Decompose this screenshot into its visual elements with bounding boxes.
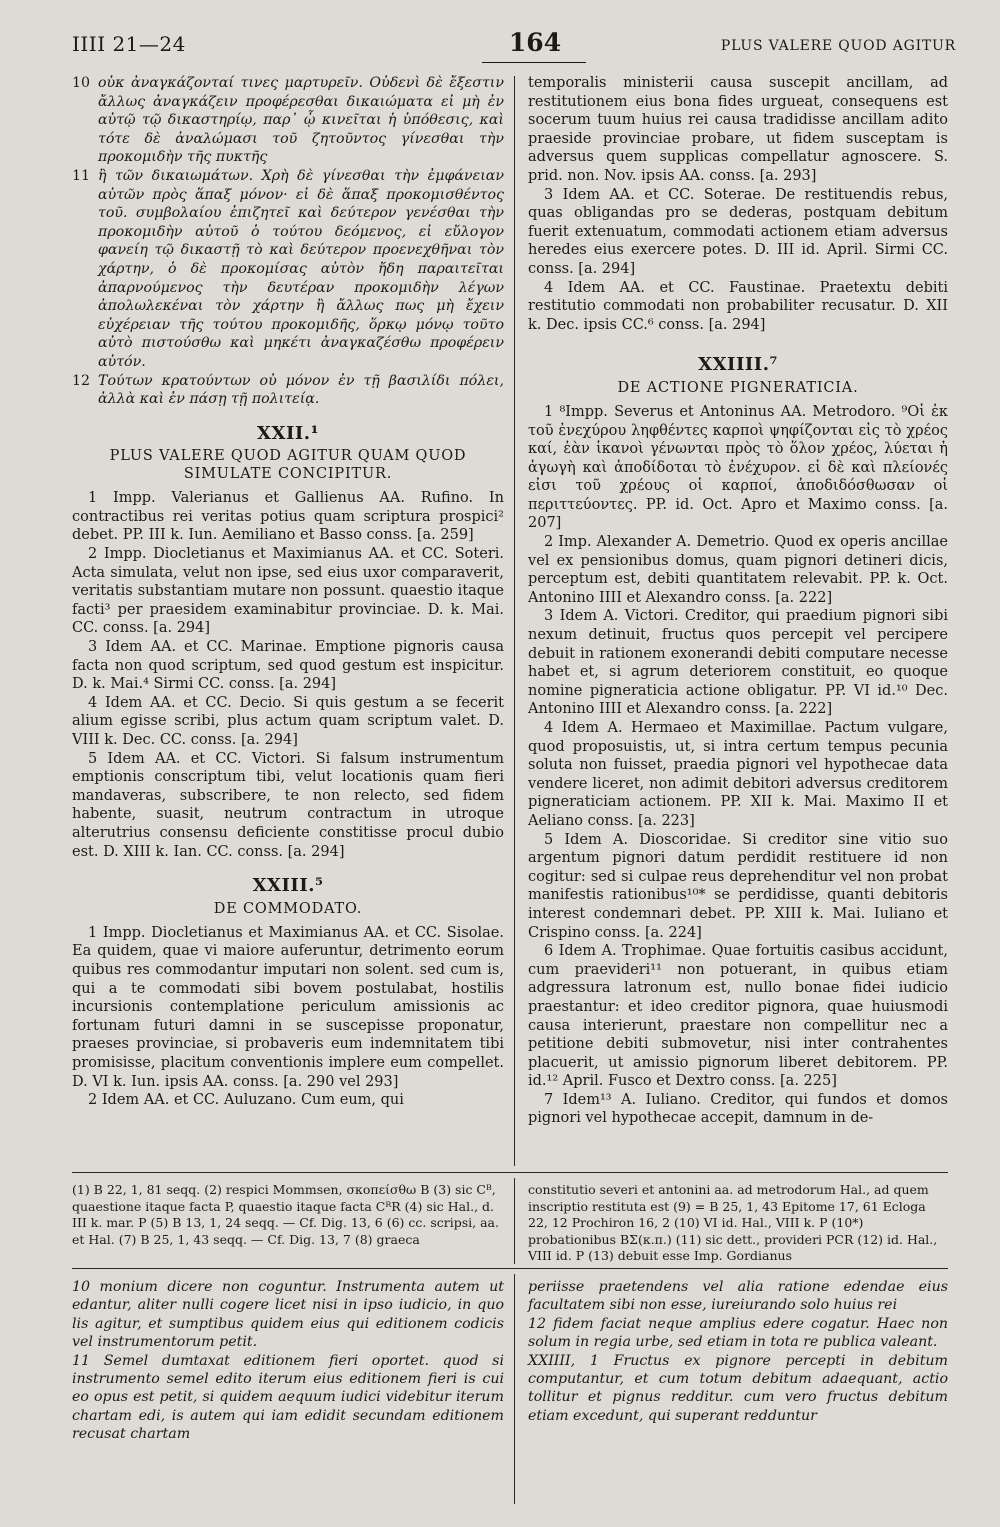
paragraph: 3 Idem AA. et CC. Marinae. Emptione pignoris causa facta non quod scriptum, sed quod gestum est inspicitur. D. k. Mai.⁴ Sirmi CC. conss. [a. 294] [72,639,504,693]
paragraph: 2 Idem AA. et CC. Auluzano. Cum eum, qui [88,1092,404,1109]
line-number: 11 [72,167,91,184]
notes-left [72,1278,504,1444]
note-paragraph: 10 monium dicere non coguntur. Instrumenta autem ut edantur, aliter nulli cogere licet nisi in ipso iudicio, in quo lis agitur, et sumptibus quidem eius qui editionem codicis vel instrumentorum petit. [72,1279,504,1351]
section-title: XXII.¹ [257,422,319,444]
paragraph: 4 Idem AA. et CC. Decio. Si quis gestum a se fecerit alium egisse scribi, plus actum quam scriptum valet. D. VIII k. Dec. CC. conss. [a. 294] [72,694,504,748]
section-title: XXIII.⁵ [252,875,324,897]
paragraph: 1 Impp. Valerianus et Gallienus AA. Rufino. In contractibus rei veritas potius quam scriptura prospici² debet. PP. III k. Iun. Aemiliano et Basso conss. [a. 259] [72,490,504,544]
greek-line [72,167,504,372]
header-running-title: PLUS VALERE QUOD AGITUR [720,38,956,54]
footnote-divider [514,1178,515,1264]
line-number: 12 [72,372,91,389]
note-paragraph: 11 Semel dumtaxat editionem fieri oportet. quod si instrumento semel edito iterum eius editionem fieri is cui eo opus est petit, si quidem aequum iudici videbitur iterum chartam edi, is autem qui iam edidit secundam editionem recusat chartam [72,1352,504,1443]
paragraph-greek: 1 ⁸Impp. Severus et Antoninus AA. Metrodoro. ⁹Οἱ ἐκ τοῦ ἐνεχύρου ληφθέντες καρποὶ ψηφίζονται εἰς τὸ χρέος καί, ἐὰν ἱκανοὶ γένωνται πρὸς τὸ ὅλον χρέος, λύεται ἡ ἀγωγὴ καὶ ἀποδίδοται τὸ ἐνέχυρον. εἰ δὲ καὶ πλείονές εἰσι τοῦ χρέους οἱ καρποί, ἀποδιδόσθωσαν οἱ περιττεύοντες. PP. id. Oct. Apro et Maximo conss. [a. 207] [528,403,948,532]
greek-line [72,74,504,167]
section-title: XXIIII.⁷ [698,354,778,376]
footnote-rule [72,1172,948,1173]
greek-text-block [72,74,504,409]
paragraph: 4 Idem A. Hermaeo et Maximillae. Pactum vulgare, quod proposuistis, ut, si intra certum tempus pecunia soluta non fuisset, praedia pignori vel hypothecae data vendere liceret, non adimit debitori adversus creditorem pigneraticiam actionem. PP. XII k. Mai. Maximo II et Aeliano conss. [a. 223] [528,720,948,829]
paragraph: 4 Idem AA. et CC. Faustinae. Praetextu debiti restitutio commodati non probabiliter recusatur. D. XII k. Dec. ipsis CC.⁶ conss. [a. 294] [528,279,948,333]
section-subtitle: PLUS VALERE QUOD AGITUR QUAM QUOD SIMULATE CONCIPITUR. [109,448,467,483]
notes-divider [514,1274,515,1504]
column-divider [514,76,515,1166]
footnotes-left: (1) B 22, 1, 81 seqq. (2) respici Mommsen, σκοπείσθω B (3) sic Cᴮ, quaestione itaque facta P, quaestio itaque facta CᴿR (4) sic Hal., d. III k. mar. P (5) B 13, 1, 24 seqq. — Cf. Dig. 13, 6 (6) cc. scripsi, aa. et Hal. (7) B 25, 1, 43 seqq. — Cf. Dig. 13, 7 (8) graeca [72,1182,499,1247]
note-paragraph: 12 fidem faciat neque amplius edere cogatur. Haec non solum in regia urbe, sed etiam in tota re publica valeant. [528,1315,948,1351]
paragraph: 3 Idem A. Victori. Creditor, qui praedium pignori sibi nexum detinuit, fructus quos percepit vel percipere debuit in rationem exonerandi debiti computare necesse habet et, si agrum deteriorem constituit, eo quoque nomine pigneraticia actione obligatur. PP. VI id.¹⁰ Dec. Antonino IIII et Alexandro conss. [a. 222] [528,608,948,718]
right-column [528,74,948,1128]
note-paragraph: periisse praetendens vel alia ratione edendae eius facultatem sibi non esse, iureiurando solo huius rei [528,1279,948,1314]
left-column [72,74,504,1110]
greek-text: Τούτων κρατούντων οὐ μόνον ἐν τῇ βασιλίδι πόλει, ἀλλὰ καὶ ἐν πάσῃ τῇ πολιτείᾳ. [98,372,504,408]
notes-right [528,1278,948,1425]
notes-rule [72,1268,948,1269]
section-subtitle: DE COMMODATO. [213,900,363,917]
greek-line [72,372,504,409]
paragraph: 6 Idem A. Trophimae. Quae fortuitis casibus accidunt, cum praevideri¹¹ non potuerant, in quibus etiam adgressura latronum est, nullo bonae fidei iudicio praestantur: et ideo creditor pignora, quae huiusmodi causa interierunt, praestare non compellitur nec a petitione debiti submovetur, nisi inter contrahentes placuerit, ut amissio pignorum liberet debitorem. PP. id.¹² April. Fusco et Dextro conss. [a. 225] [528,943,948,1090]
paragraph: 3 Idem AA. et CC. Soterae. De restituendis rebus, quas obligandas pro se dederas, postquam debitum fuerit extenuatum, commodati actionem etiam adversus heredes eius exercere potes. D. III id. April. Sirmi CC. conss. [a. 294] [528,186,948,277]
section-subtitle: DE ACTIONE PIGNERATICIA. [617,379,859,396]
paragraph: 1 Impp. Diocletianus et Maximianus AA. et CC. Sisolae. Ea quidem, quae vi maiore auferuntur, detrimento eorum quibus res commodantur imputari non solent. sed cum is, qui a te commodati sibi bovem postulabat, hostilis incursionis contemplatione periculum amissionis ac fortunam futuri damni in se suscepisse proponatur, praeses provinciae, si probaveris eum indemnitatem tibi promisisse, placitum conventionis implere eum compellet. D. VI k. Iun. ipsis AA. conss. [a. 290 vel 293] [72,924,504,1090]
paragraph: temporalis ministerii causa suscepit ancillam, ad restitutionem eius bona fides urgueat, consequens est socerum tuum huius rei causa tradidisse ancillam adito praeside provinciae probare, ut fidem susceptam is adversus quem supplicas compellatur agnoscere. S. prid. non. Nov. ipsis AA. conss. [a. 293] [528,75,948,184]
page-header [72,30,956,70]
header-rule [482,62,586,63]
paragraph: 5 Idem AA. et CC. Victori. Si falsum instrumentum emptionis conscriptum tibi, velut locationis quam fieri mandaveras, subscribere, te non relecto, sed fidem habente, suasit, neutrum contractum in utroque alterutrius consensu deficiente constitisse procul dubio est. D. XIII k. Ian. CC. conss. [a. 294] [72,750,504,860]
header-book-ref: IIII 21—24 [72,32,186,56]
paragraph: 2 Impp. Diocletianus et Maximianus AA. et CC. Soteri. Acta simulata, velut non ipse, sed eius uxor comparaverit, veritatis substantiam mutare non possunt. quaestio itaque facti³ per praesidem examinabitur provinciae. D. k. Mai. CC. conss. [a. 294] [72,546,504,637]
paragraph: 2 Imp. Alexander A. Demetrio. Quod ex operis ancillae vel ex pensionibus domus, quam pignori detineri dicis, perceptum est, debiti quantitatem relevabit. PP. k. Oct. Antonino IIII et Alexandro conss. [a. 222] [528,534,948,606]
page-number: 164 [508,28,562,57]
note-paragraph: XXIIII, 1 Fructus ex pignore percepti in debitum computantur, et cum totum debitum adaequant, actio tollitur et pignus redditur. cum vero fructus debitum etiam excedunt, qui superant redduntur [528,1352,948,1424]
line-number: 10 [72,75,91,91]
greek-text: οὐκ ἀναγκάζονταί τινες μαρτυρεῖν. Οὐδενὶ δὲ ἔξεστιν ἄλλως ἀναγκάζειν προφέρεσθαι δικαιώματα εἰ μὴ ἐν αὐτῷ τῷ δικαστηρίῳ, παρ᾽ ᾧ κινεῖται ἡ ὑπόθεσις, καὶ τότε δὲ ἀναλώμασι τοῦ ζητοῦντος γίνεσθαι τὴν προκομιδὴν τῆς πυκτῆς [98,75,504,166]
paragraph: 5 Idem A. Dioscoridae. Si creditor sine vitio suo argentum pignori datum perdidit restituere id non cogitur: sed si culpae reus deprehenditur vel non probat manifestis rationibus¹⁰* se perdidisse, quanti debitoris interest condemnari debet. PP. XIII k. Mai. Iuliano et Crispino conss. [a. 224] [528,831,948,941]
footnotes-right: constitutio severi et antonini aa. ad metrodorum Hal., ad quem inscriptio restituta est (9) = B 25, 1, 43 Epitome 17, 61 Ecloga 22, 12 Prochiron 16, 2 (10) VI id. Hal., VIII k. P (10*) probationibus BΣ(κ.π.) (11) sic dett., provideri PCR (12) id. Hal., VIII id. P (13) debuit esse Imp. Gordianus [528,1182,938,1263]
greek-text: ἢ τῶν δικαιωμάτων. Χρὴ δὲ γίνεσθαι τὴν ἐμφάνειαν αὐτῶν πρὸς ἅπαξ μόνον· εἰ δὲ ἅπαξ προκομισθέντος τοῦ. συμβολαίου ἐπιζητεῖ καὶ δεύτερον γενέσθαι τὴν προκομιδὴν αὐτοῦ ὁ τούτου δεόμενος, εἰ εὔλογον φανείη τῷ δικαστῇ τὸ καὶ δεύτερον προενεχθῆναι τὸν χάρτην, ὁ δὲ προκομίσας αὐτὸν ἤδη παραιτεῖται ἀπαρνούμενος τὴν δευτέραν προκομιδὴν λέγων ἀπολωλεκέναι τὸν χάρτην ἢ ἄλλως πως μὴ ἔχειν εὐχέρειαν τῆς τούτου προκομιδῆς, ὅρκῳ μόνῳ τοῦτο αὐτὸ πιστούσθω καὶ μηκέτι ἀναγκαζέσθω προφέρειν αὐτόν. [98,167,504,370]
paragraph: 7 Idem¹³ A. Iuliano. Creditor, qui fundos et domos pignori vel hypothecae accepit, damnum in de- [528,1091,948,1127]
